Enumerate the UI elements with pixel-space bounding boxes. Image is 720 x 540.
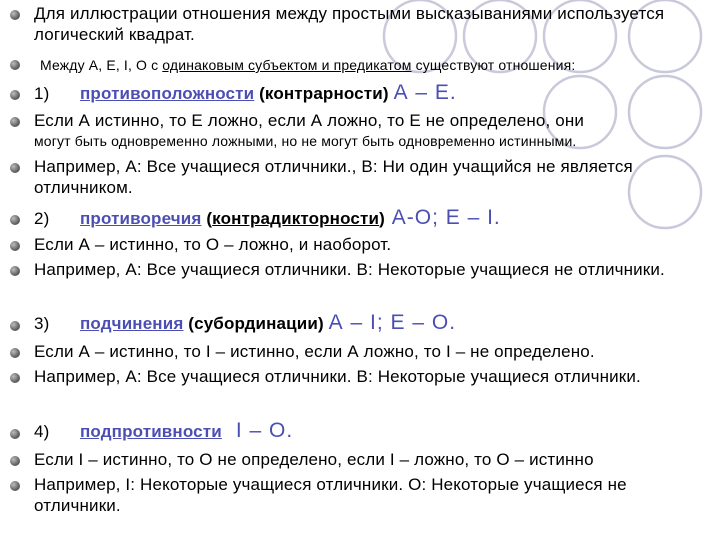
bullet-icon (10, 373, 20, 383)
relation-3-latin: (субординации) (183, 314, 329, 333)
bullet-icon (10, 429, 20, 439)
relation-1-example: Например, А: Все учащиеся отличники., В: Ни один учащийся не является отличником. (34, 157, 633, 197)
relation-2-number: 2) (34, 209, 50, 228)
relation-1-latin: (контрарности) (254, 84, 394, 103)
intro-text: Для иллюстрации отношения между простыми высказываниями используется логический квадрат. (34, 4, 665, 44)
relation-1-term: противоположности (80, 84, 255, 103)
relations-intro-end: существуют отношения: (411, 57, 576, 73)
relation-3-term: подчинения (80, 314, 184, 333)
bullet-icon (10, 241, 20, 251)
bullet-icon (10, 163, 20, 173)
relation-2-example: Например, А: Все учащиеся отличники. В: Некоторые учащиеся не отличники. (34, 260, 665, 279)
relation-3-number: 3) (34, 314, 50, 333)
bullet-icon (10, 348, 20, 358)
relation-2-latin: контрадикторности (212, 209, 380, 228)
bullet-icon (10, 321, 20, 331)
relation-4-example: Например, I: Некоторые учащиеся отличники. О: Некоторые учащиеся не отличники. (34, 475, 627, 515)
relation-1-number: 1) (34, 84, 50, 103)
relation-2-paren-close: ) (379, 209, 385, 228)
bullet-icon (10, 215, 20, 225)
relations-intro-underlined: одинаковым субъектом и предикатом (162, 57, 412, 73)
relation-2-heading (34, 207, 706, 229)
relation-4-rule: Если I – истинно, то О не определено, если I – ложно, то О – истинно (34, 450, 594, 469)
relation-2-pair: А-О; Е – I. (384, 206, 501, 229)
bullet-icon (10, 10, 20, 20)
relation-4-pair: I – О. (235, 419, 294, 442)
relation-2-rule: Если А – истинно, то О – ложно, и наоборот. (34, 235, 392, 254)
relation-2-paren-open: ( (201, 209, 213, 228)
relation-1-heading (34, 82, 706, 104)
relations-intro (40, 56, 706, 74)
relation-3-pair: А – I; Е – О. (328, 311, 457, 334)
bullet-icon (10, 456, 20, 466)
bullet-icon (10, 60, 20, 70)
relation-1-note: могут быть одновременно ложными, но не могут быть одновременно истинными. (34, 133, 577, 149)
relation-3-example: Например, А: Все учащиеся отличники. В: Некоторые учащиеся отличники. (34, 367, 641, 386)
relation-4-term: подпротивности (80, 422, 222, 441)
relation-1-rule: Если А истинно, то Е ложно, если А ложно, то Е не определено, они (34, 111, 585, 130)
bullet-icon (10, 90, 20, 100)
relation-3-rule: Если А – истинно, то I – истинно, если А ложно, то I – не определено. (34, 342, 595, 361)
relations-intro-start: Между А, Е, I, О с (40, 57, 163, 73)
bullet-icon (10, 481, 20, 491)
relation-4-number: 4) (34, 422, 50, 441)
bullet-icon (10, 117, 20, 127)
relation-4-heading (34, 420, 706, 442)
relation-3-heading (34, 312, 706, 334)
relation-2-term: противоречия (80, 209, 202, 228)
bullet-icon (10, 266, 20, 276)
relation-1-pair: А – Е. (393, 81, 457, 104)
